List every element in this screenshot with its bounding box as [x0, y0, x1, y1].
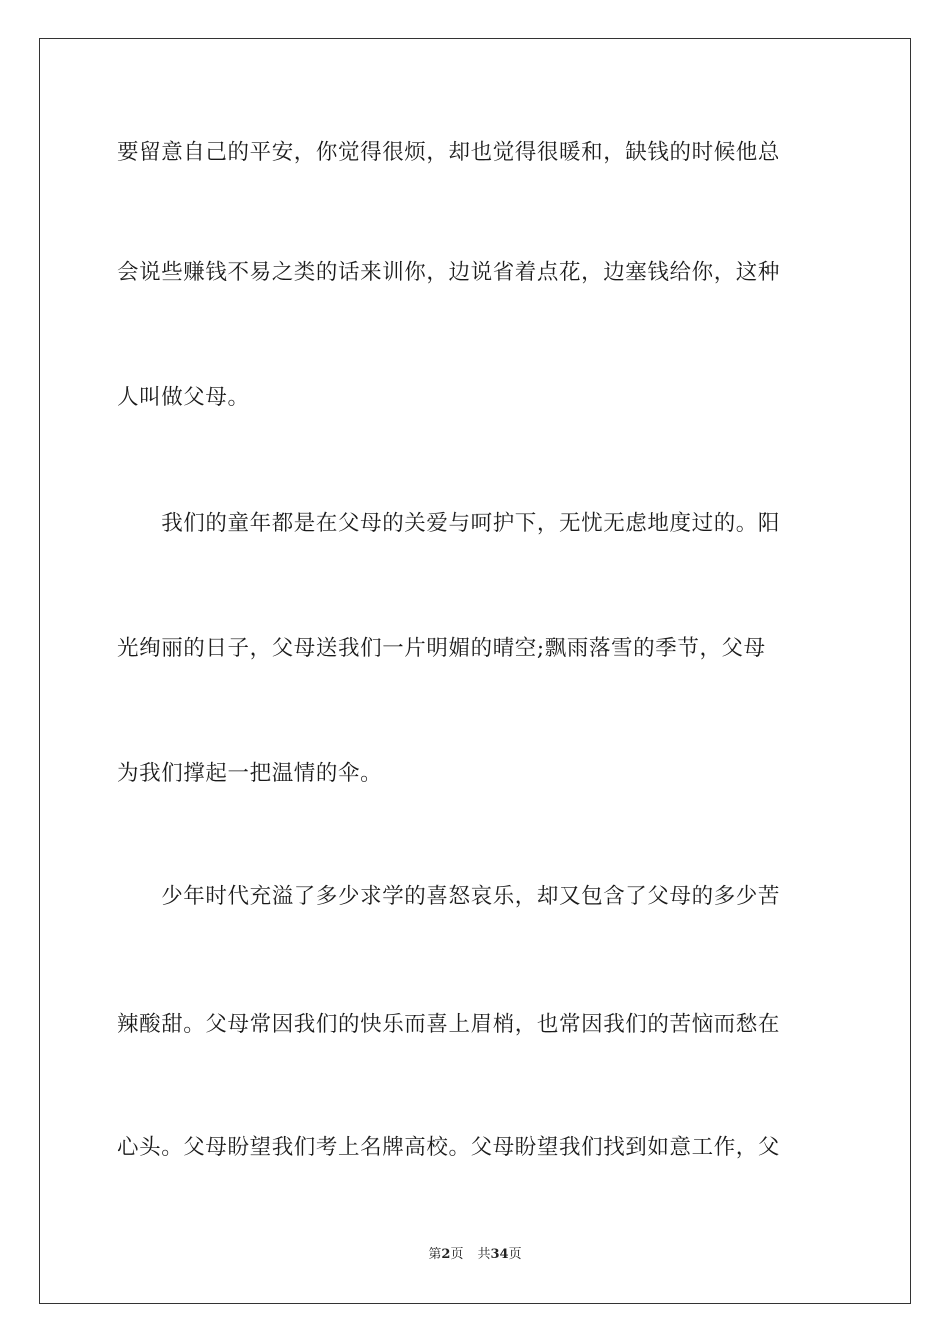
page-footer	[0, 1246, 950, 1264]
text-line-7: 少年时代充溢了多少求学的喜怒哀乐，却又包含了父母的多少苦	[117, 884, 781, 909]
page-border	[39, 38, 911, 1304]
text-line-9: 心头。父母盼望我们考上名牌高校。父母盼望我们找到如意工作，父	[117, 1135, 781, 1160]
text-line-8: 辣酸甜。父母常因我们的快乐而喜上眉梢，也常因我们的苦恼而愁在	[117, 1012, 781, 1037]
text-line-6: 为我们撑起一把温情的伞。	[117, 761, 383, 786]
footer-total-prefix: 共	[477, 1247, 491, 1262]
footer-page-suffix: 页	[450, 1247, 464, 1262]
text-line-1: 要留意自己的平安，你觉得很烦，却也觉得很暖和，缺钱的时候他总	[117, 140, 781, 165]
text-line-4: 我们的童年都是在父母的关爱与呵护下，无忧无虑地度过的。阳	[117, 511, 781, 536]
footer-page-number: 2	[441, 1247, 451, 1262]
text-line-5: 光绚丽的日子，父母送我们一片明媚的晴空;飘雨落雪的季节，父母	[117, 636, 766, 661]
footer-page-prefix: 第	[428, 1247, 442, 1262]
text-line-3: 人叫做父母。	[117, 385, 250, 410]
footer-total-suffix: 页	[508, 1247, 522, 1262]
footer-total-pages: 34	[490, 1247, 509, 1262]
text-line-2: 会说些赚钱不易之类的话来训你，边说省着点花，边塞钱给你，这种	[117, 260, 781, 285]
